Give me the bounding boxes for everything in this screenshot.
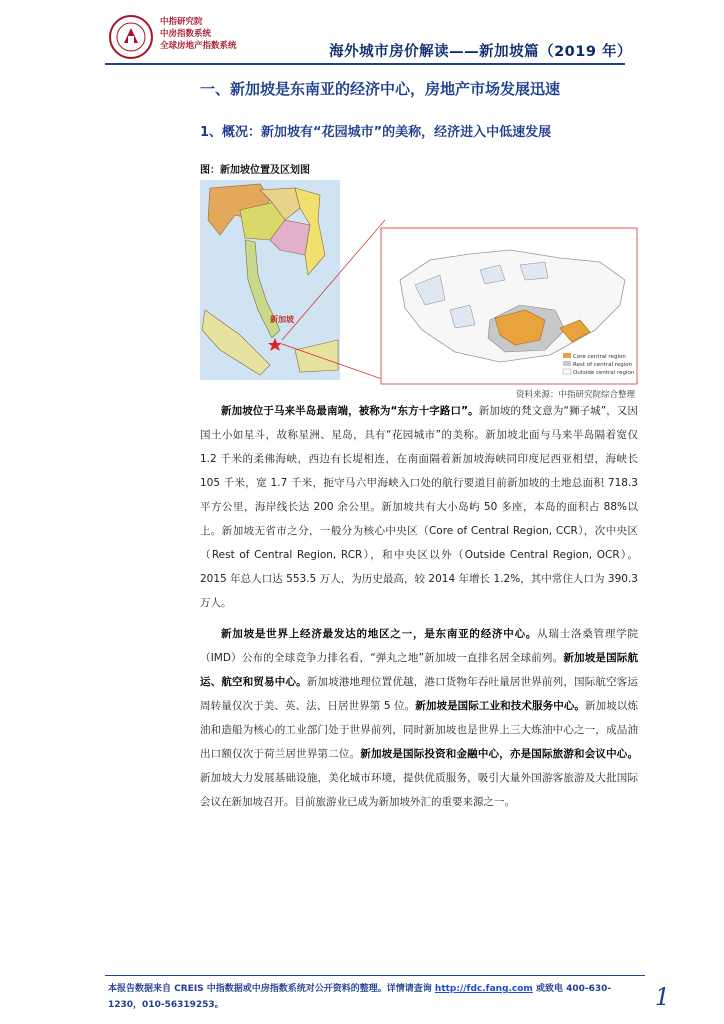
footer-text-before: 本报告数据来自 CREIS 中指数据或中房指数系统对公开资料的整理。详情请查询 xyxy=(108,984,435,994)
legend-swatch-core xyxy=(563,353,571,358)
footer-divider xyxy=(105,975,645,976)
para2-bold-1: 新加坡是世界上经济最发达的地区之一，是东南亚的经济中心。 xyxy=(221,628,538,640)
singapore-location-maps xyxy=(200,180,640,386)
singapore-region-map xyxy=(381,228,637,384)
para2-text-1: 从瑞士洛桑管理学院（IMD）公布的全球竞争力排名看，“弹丸之地”新加坡一直排名居全球前列。 xyxy=(200,628,639,664)
legend-swatch-rest xyxy=(563,361,571,366)
legend-label-rest: Rest of central region xyxy=(573,362,633,368)
map-label-singapore: 新加坡 xyxy=(270,315,294,324)
para2-bold-3: 新加坡是国际工业和技术服务中心。 xyxy=(415,700,586,712)
para2-text-4: 新加坡大力发展基础设施，美化城市环境，提供优质服务，吸引大量外国游客旅游及大批国际会议在新加坡召开。目前旅游业已成为新加坡外汇的重要来源之一。 xyxy=(200,772,638,808)
section-title: 一、新加坡是东南亚的经济中心，房地产市场发展迅速 xyxy=(200,80,561,98)
org-name-lines xyxy=(160,16,237,52)
legend-label-outside: Outside central region xyxy=(573,370,635,376)
footer-text-after: 或致电 400-630-1230，010-56319253。 xyxy=(108,984,612,1010)
org-line-2: 中房指数系统 xyxy=(160,29,212,39)
org-line-3: 全球房地产指数系统 xyxy=(160,41,237,51)
figure-caption: 图：新加坡位置及区划图 xyxy=(200,165,310,176)
para2-bold-2: 新加坡是国际航运、航空和贸易中心。 xyxy=(200,652,639,688)
paragraph-economy xyxy=(200,622,638,814)
page-number: 1 xyxy=(654,983,670,1011)
paragraph-overview xyxy=(200,399,638,615)
legend-label-core: Core central region xyxy=(573,354,626,360)
footer-link[interactable]: http://fdc.fang.com xyxy=(434,984,533,994)
para2-text-2: 新加坡港地理位置优越，港口货物年吞吐量居世界前列，国际航空客运周转量仅次于美、英、法、日居世界第 5 位。 xyxy=(200,676,638,712)
figure-source: 资料来源：中指研究院综合整理 xyxy=(515,390,635,400)
para2-text-3: 新加坡以炼油和造船为核心的工业部门处于世界前列，同时新加坡也是世界上三大炼油中心之一，成品油出口额仅次于荷兰居世界第二位。 xyxy=(200,700,638,760)
footer-note xyxy=(108,981,628,1013)
para1-text: 新加坡的梵文意为“狮子城”，又因国土小如星斗，故称星洲、星岛，具有“花园城市”的美称。新加坡北面与马来半岛隔着宽仅 1.2 千米的柔佛海峡，西边有长堤相连，在南面隔着新加坡海峡同印度尼西亚相望，海峡长 105 千米，宽 1.7 千米，扼守马六甲海峡入口处的航行要道目前新加坡的土地总面积 718.3 平方公里，海岸线长达 200 余公里。新加坡共有大小岛屿 50 多座，本岛的面积占 88%以上。新加坡无省市之分，一般分为核心中央区（Core of Central Region, CCR），次中央区（Rest of Central Region, RCR），和中央区以外（Outside Central Region, OCR）。2015 年总人口达 553.5 万人，为历史最高，较 2014 年增长 1.2%，其中常住人口为 390.3 万人。 xyxy=(200,405,638,609)
para2-bold-4: 新加坡是国际投资和金融中心，亦是国际旅游和会议中心。 xyxy=(360,748,638,760)
subsection-title: 1、概况：新加坡有“花园城市”的美称，经济进入中低速发展 xyxy=(200,125,552,140)
header-divider xyxy=(105,63,625,65)
org-line-1: 中指研究院 xyxy=(160,17,203,27)
southeast-asia-map xyxy=(200,180,385,380)
para1-lead: 新加坡位于马来半岛最南端，被称为“东方十字路口”。 xyxy=(221,405,479,417)
legend-swatch-outside xyxy=(563,369,571,374)
document-title: 海外城市房价解读——新加坡篇（2019 年） xyxy=(329,44,632,60)
org-seal-logo xyxy=(108,14,154,60)
